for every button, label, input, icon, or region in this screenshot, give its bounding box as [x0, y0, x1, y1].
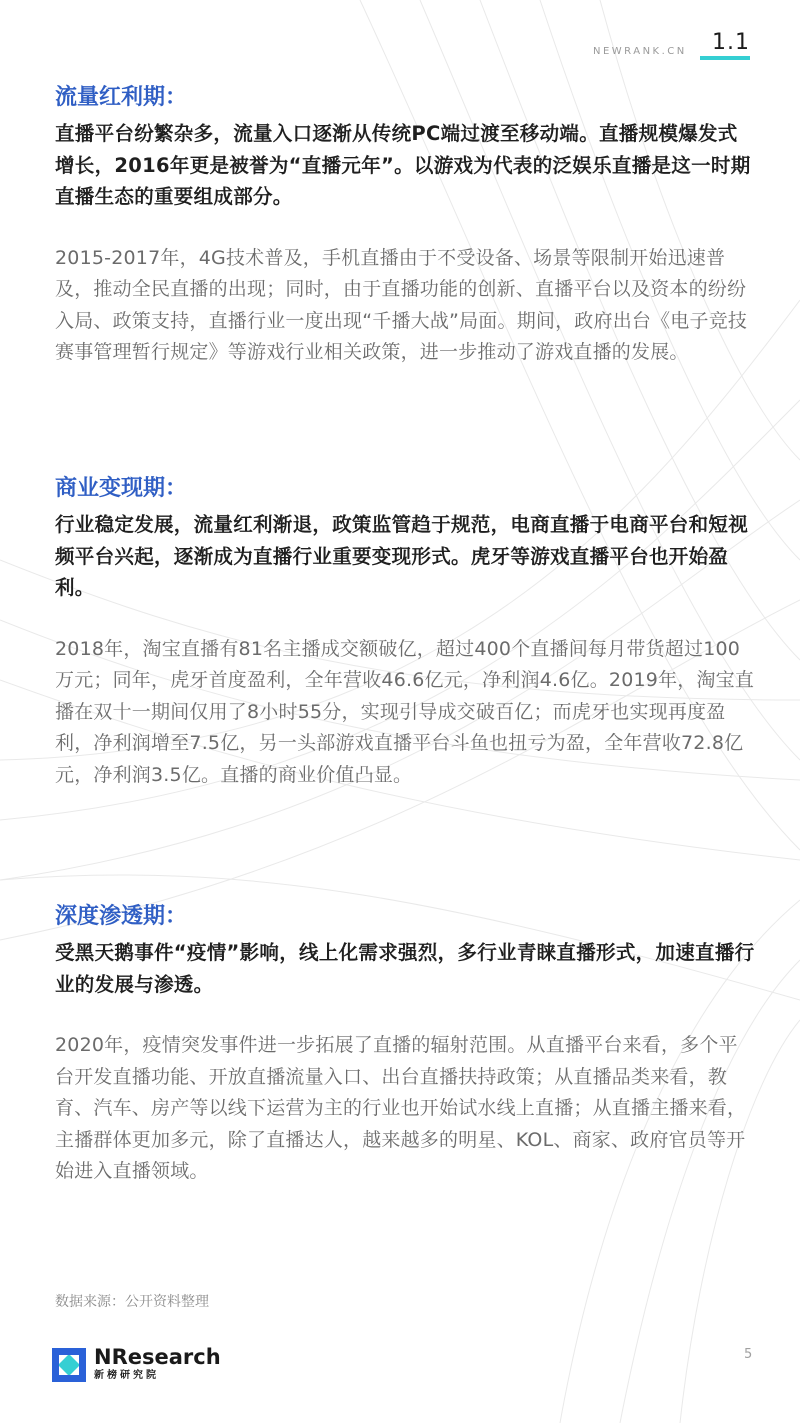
section-lead: 行业稳定发展，流量红利渐退，政策监管趋于规范，电商直播于电商平台和短视频平台兴起，逐渐成为直播行业重要变现形式。虎牙等游戏直播平台也开始盈利。	[55, 513, 749, 599]
data-source-note: 数据来源：公开资料整理	[55, 1294, 209, 1310]
logo-name: NResearch	[94, 1345, 221, 1369]
section-number: 1.1	[712, 30, 750, 55]
section-number-accent-bar	[700, 56, 750, 60]
section-lead: 直播平台纷繁杂多，流量入口逐渐从传统PC端过渡至移动端。直播规模爆发式增长，2016年更是被誉为“直播元年”。以游戏为代表的泛娱乐直播是这一时期直播生态的重要组成部分。	[55, 122, 751, 208]
section-title: 深度渗透期：	[55, 904, 188, 929]
section-body: 2020年，疫情突发事件进一步拓展了直播的辐射范围。从直播平台来看，多个平台开发直播功能、开放直播流量入口、出台直播扶持政策；从直播品类来看，教育、汽车、房产等以线下运营为主的行业也开始试水线上直播；从直播主播来看，主播群体更加多元，除了直播达人，越来越多的明星、KOL、商家、政府官员等开始进入直播领域。	[55, 1034, 747, 1182]
section-title: 商业变现期：	[55, 476, 188, 501]
section-lead: 受黑天鹅事件“疫情”影响，线上化需求强烈，多行业青睐直播形式，加速直播行业的发展与渗透。	[55, 941, 755, 996]
section-commercial-monetization	[55, 473, 755, 901]
nresearch-logo	[52, 1346, 221, 1383]
section-traffic-dividend	[55, 82, 755, 450]
section-deep-penetration	[55, 901, 755, 1188]
logo-subtitle: 新榜研究院	[94, 1370, 159, 1381]
site-label: NEWRANK.CN	[593, 46, 687, 57]
section-body: 2018年，淘宝直播有81名主播成交额破亿，超过400个直播间每月带货超过100万元；同年，虎牙首度盈利，全年营收46.6亿元，净利润4.6亿。2019年，淘宝直播在双十一期间仅用了8小时55分，实现引导成交破百亿；而虎牙也实现再度盈利，净利润增至7.5亿，另一头部游戏直播平台斗鱼也扭亏为盈，全年营收72.8亿元，净利润3.5亿。直播的商业价值凸显。	[55, 637, 755, 786]
section-title: 流量红利期：	[55, 85, 188, 110]
main-content	[55, 82, 755, 1188]
nresearch-logo-icon	[52, 1348, 86, 1382]
page-number: 5	[744, 1347, 753, 1362]
section-body: 2015-2017年，4G技术普及，手机直播由于不受设备、场景等限制开始迅速普及，推动全民直播的出现；同时，由于直播功能的创新、直播平台以及资本的纷纷入局、政策支持，直播行业一度出现“千播大战”局面。期间，政府出台《电子竞技赛事管理暂行规定》等游戏行业相关政策，进一步推动了游戏直播的发展。	[55, 246, 748, 363]
